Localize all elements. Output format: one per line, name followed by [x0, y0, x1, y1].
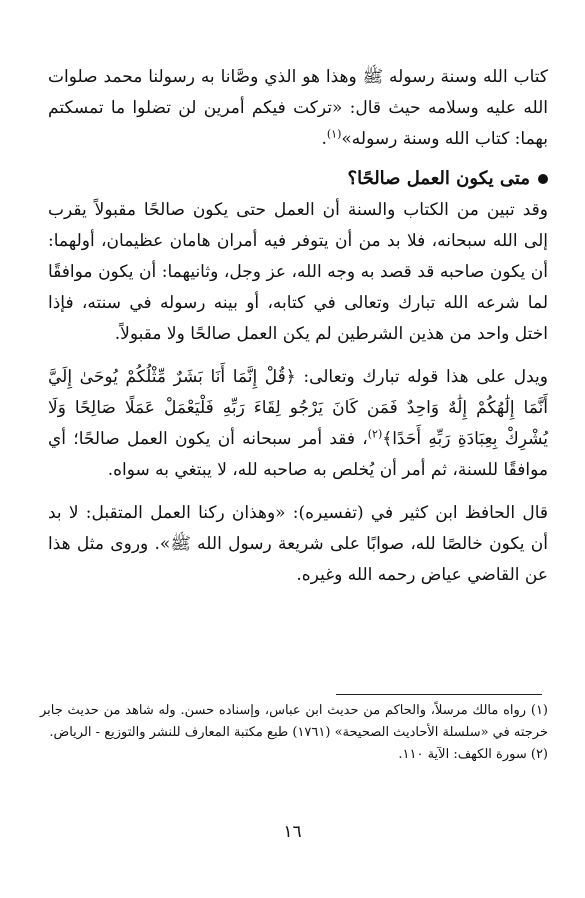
footnote-divider — [336, 694, 542, 695]
footnote-ref-2: (٢) — [367, 427, 383, 441]
footnotes — [40, 700, 548, 766]
section-heading-text: متى يكون العمل صالحًا؟ — [347, 168, 530, 189]
page-number: ١٦ — [283, 822, 302, 842]
footnote-2: (٢) سورة الكهف: الآية ١١٠. — [398, 747, 548, 762]
paragraph-1-text: كتاب الله وسنة رسوله ﷺ وهذا هو الذي وصَّانا به رسولنا محمد صلوات الله عليه وسلامه حيث قال: «تركت فيكم أمرين لن تضلوا ما تمسكتم بهما: كتاب الله وسنة رسوله» — [48, 67, 548, 149]
section-heading — [48, 163, 548, 195]
paragraph-2: وقد تبين من الكتاب والسنة أن العمل حتى يكون صالحًا مقبولاً يقرب إلى الله سبحانه، فلا بد من أن يتوفر فيه أمران هامان عظيمان، أولهما: أن يكون صاحبه قد قصد به وجه الله، عز وجل، وثانيهما: أن يكون موافقًا لما شرعه الله تبارك وتعالى في كتابه، أو بينه رسوله في سنته، فإذا اختل واحد من هذين الشرطين لم يكن العمل صالحًا ولا مقبولاً. — [48, 200, 548, 344]
page-body — [48, 62, 548, 591]
paragraph-3-end-text: ، فقد أمر سبحانه أن يكون العمل صالحًا؛ أي موافقًا للسنة، ثم أمر أن يُخلص به صاحبه لله، لا يبتغي به سواه. — [48, 429, 548, 480]
paragraph-3 — [48, 362, 548, 486]
paragraph-3-quran-text: ويدل على هذا قوله تبارك وتعالى: ﴿قُلْ إِنَّمَا أَنَا بَشَرٌ مِّثْلُكُمْ يُوحَىٰ إِلَيَّ أَنَّمَا إِلَٰهُكُمْ إِلَٰهٌ وَاحِدٌ فَمَن كَانَ يَرْجُو لِقَاءَ رَبِّهِ فَلْيَعْمَلْ عَمَلًا صَالِحًا وَلَا يُشْرِكْ بِعِبَادَةِ رَبِّهِ أَحَدًا﴾ — [48, 367, 548, 449]
paragraph-4: قال الحافظ ابن كثير في (تفسيره): «وهذان ركنا العمل المتقبل: لا بد أن يكون خالصًا لله، صوابًا على شريعة رسول الله ﷺ». وروى مثل هذا عن القاضي عياض رحمه الله وغيره. — [48, 503, 548, 585]
footnote-1: (١) رواه مالك مرسلاً، والحاكم من حديث ابن عباس، وإسناده حسن. وله شاهد من حديث جابر خرجته في «سلسلة الأحاديث الصحيحة» (١٧٦١) طبع مكتبة المعارف للنشر والتوزيع - الرياض. — [40, 703, 548, 740]
paragraph-1: كتاب الله وسنة رسوله ﷺ وهذا هو الذي وصَّانا به رسولنا محمد صلوات الله عليه وسلامه حيث قال: «تركت فيكم أمرين لن تضلوا ما تمسكتم بهما: كتاب الله وسنة رسوله»$^{(١)}$. — [48, 67, 548, 149]
footnote-ref-1: (١) — [326, 127, 342, 141]
bullet-icon — [538, 174, 548, 184]
